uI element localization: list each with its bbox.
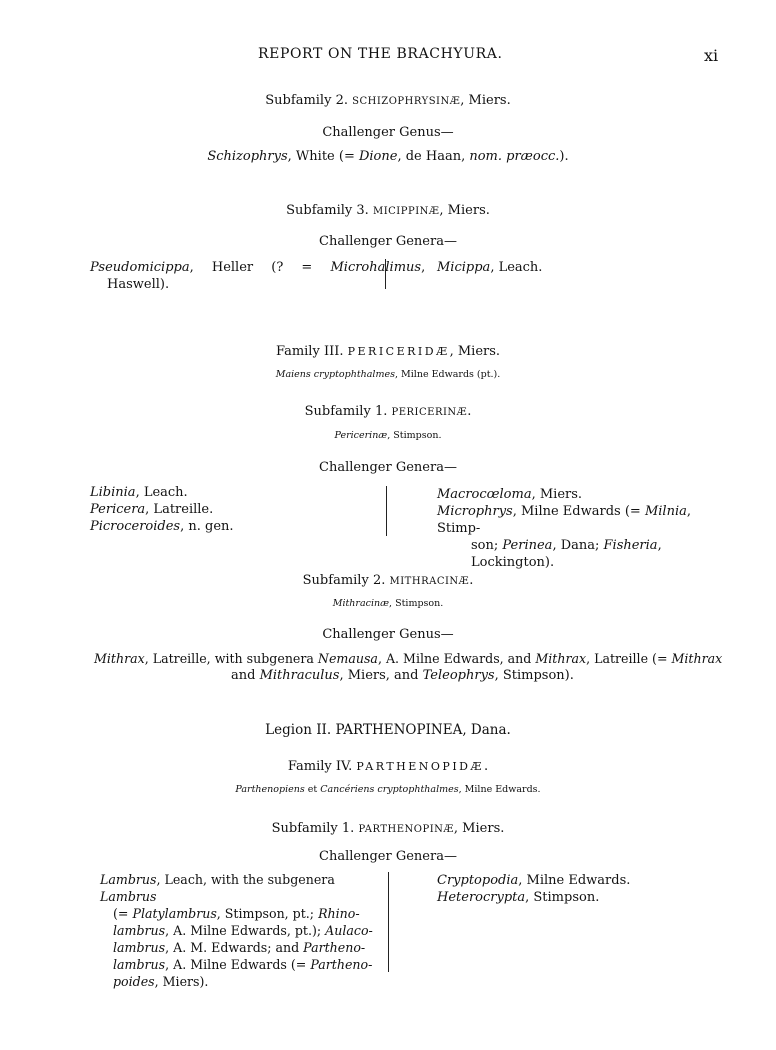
family-synonym: Maiens cryptophthalmes, Milne Edwards (pt.). bbox=[275, 369, 501, 380]
list-item: lambrus, A. M. Edwards; and Partheno- bbox=[113, 940, 366, 955]
list-item: lambrus, A. Milne Edwards (= Partheno- bbox=[113, 957, 373, 972]
genus-entry: Mithrax, Latreille, with subgenera Nemausa, A. Milne Edwards, and Mithrax, Latreille (= Mithrax bbox=[94, 651, 723, 666]
challenger-genera-label: Challenger Genera— bbox=[319, 234, 457, 249]
challenger-genus-label: Challenger Genus— bbox=[322, 627, 454, 642]
column-divider bbox=[385, 259, 386, 289]
family-synonym: Parthenopiens et Cancériens cryptophthalmes, Milne Edwards. bbox=[235, 784, 541, 795]
challenger-genus-label: Challenger Genus— bbox=[322, 125, 454, 140]
list-item: Lambrus, Leach, with the subgenera Lambrus bbox=[100, 872, 335, 904]
subfamily-synonym: Mithracinæ, Stimpson. bbox=[332, 598, 444, 609]
list-item: Libinia, Leach. bbox=[90, 485, 188, 500]
family-heading-periceridae: Family III. PERICERIDÆ, Miers. bbox=[275, 344, 501, 359]
list-item: poides, Miers). bbox=[113, 974, 209, 989]
subfamily-heading-mithracinae: Subfamily 2. MITHRACINÆ. bbox=[302, 573, 474, 588]
challenger-genera-label: Challenger Genera— bbox=[319, 849, 457, 864]
subfamily-heading-schizophrysinae: Subfamily 2. SCHIZOPHRYSINÆ, Miers. bbox=[265, 93, 511, 108]
subfamily-synonym: Pericerinæ, Stimpson. bbox=[334, 430, 442, 441]
genus-entry-cont: and Mithraculus, Miers, and Teleophrys, Stimpson). bbox=[231, 668, 574, 683]
list-item: lambrus, A. Milne Edwards, pt.); Aulaco- bbox=[113, 923, 373, 938]
list-item: (= Platylambrus, Stimpson, pt.; Rhino- bbox=[113, 906, 360, 921]
genus-entry-left: Pseudomicippa, Heller (? = Microhalimus, bbox=[90, 260, 426, 275]
list-item: Microphrys, Milne Edwards (= Milnia, Stimp- bbox=[437, 504, 691, 536]
family-heading-parthenopidae: Family IV. PARTHENOPIDÆ. bbox=[287, 759, 489, 774]
genera-list-right bbox=[437, 486, 737, 571]
genus-entry: Schizophrys, White (= Dione, de Haan, nom. præocc.). bbox=[207, 149, 569, 164]
subfamily-heading-pericerinae: Subfamily 1. PERICERINÆ. bbox=[304, 404, 472, 419]
list-item: Pericera, Latreille. bbox=[90, 502, 214, 517]
list-item: Picroceroides, n. gen. bbox=[90, 519, 234, 534]
genera-list-right bbox=[437, 872, 737, 906]
subfamily-heading-parthenopinae: Subfamily 1. PARTHENOPINÆ, Miers. bbox=[271, 821, 505, 836]
genera-list-left bbox=[100, 871, 385, 990]
list-item: son; Perinea, Dana; Fisheria, Lockington). bbox=[471, 538, 662, 570]
genus-entry-right: Micippa, Leach. bbox=[437, 260, 543, 275]
legion-heading: Legion II. PARTHENOPINEA, Dana. bbox=[265, 722, 511, 738]
subfamily-heading-micippinae: Subfamily 3. MICIPPINÆ, Miers. bbox=[286, 203, 490, 218]
list-item: Cryptopodia, Milne Edwards. bbox=[437, 873, 631, 888]
list-item: Macrocœloma, Miers. bbox=[437, 487, 583, 502]
column-divider bbox=[386, 486, 387, 536]
page-number: xi bbox=[704, 46, 719, 65]
genus-entry-left-cont: Haswell). bbox=[107, 277, 170, 292]
genera-list-left bbox=[90, 484, 390, 535]
column-divider bbox=[388, 872, 389, 972]
running-title: REPORT ON THE BRACHYURA. bbox=[258, 46, 503, 62]
challenger-genera-label: Challenger Genera— bbox=[319, 460, 457, 475]
list-item: Heterocrypta, Stimpson. bbox=[437, 890, 600, 905]
